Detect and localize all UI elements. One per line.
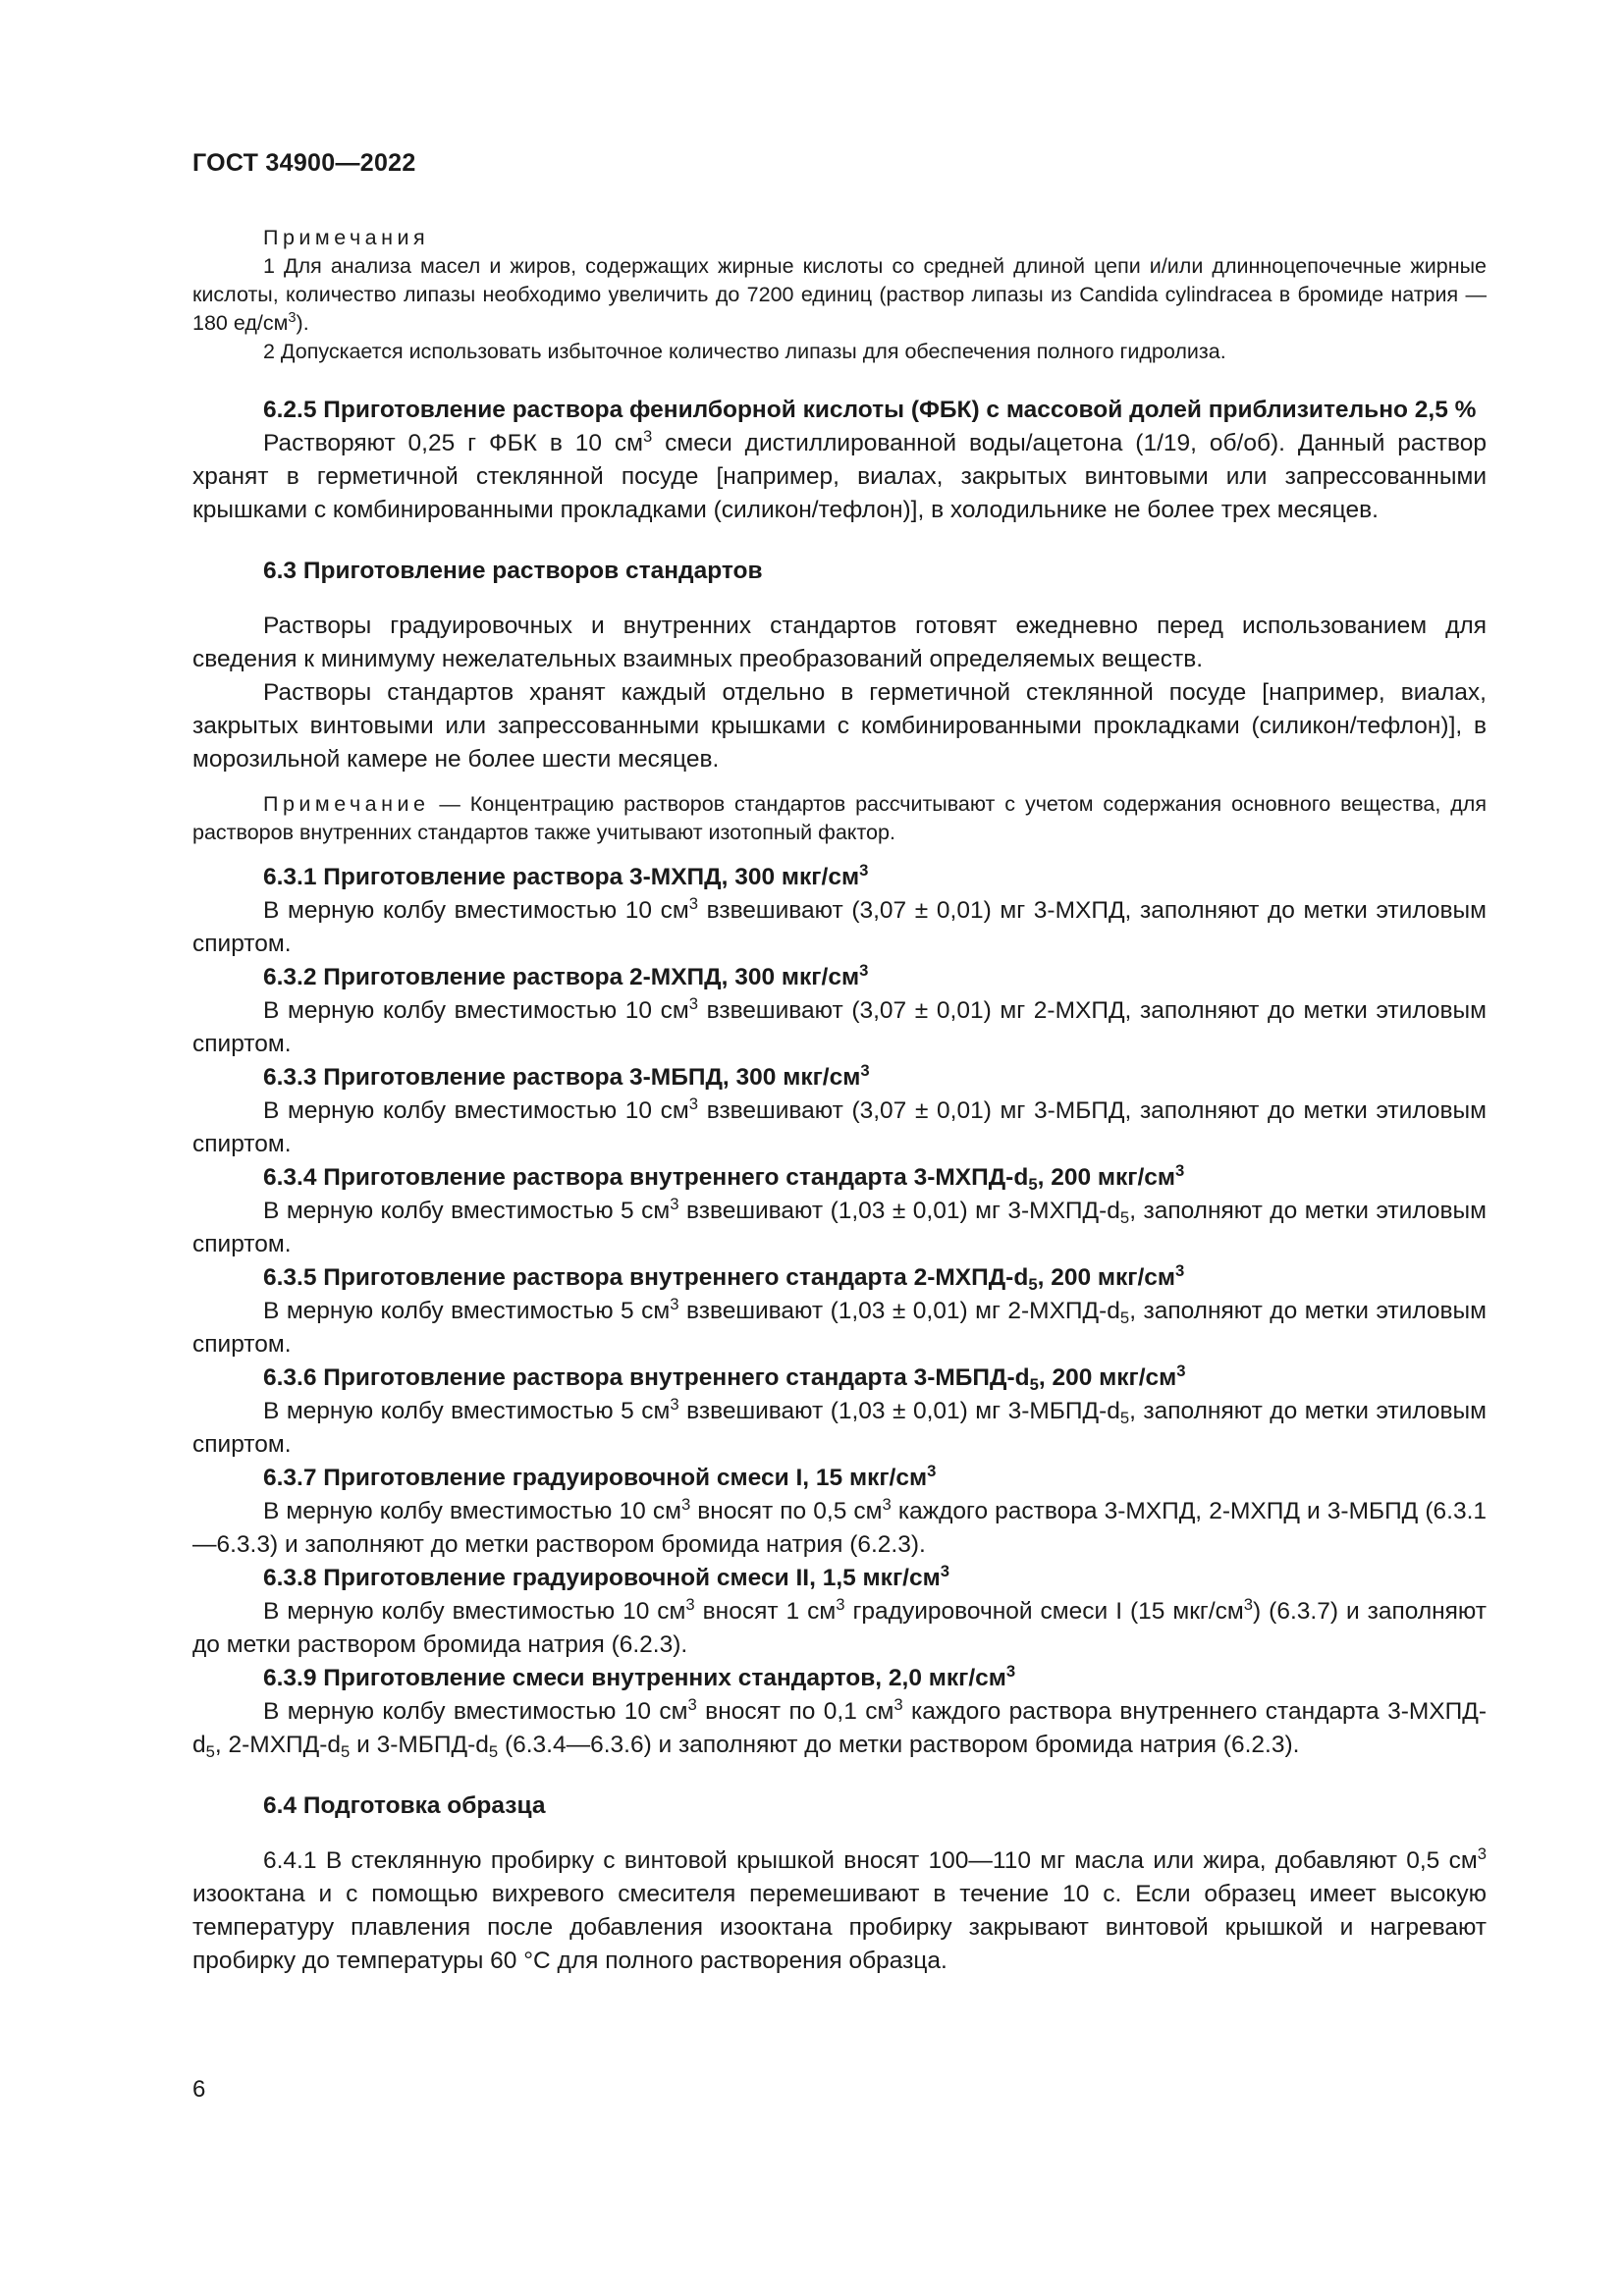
section-6-3-1-text: В мерную колбу вместимостью 10 $см^3$ взвешивают (3,07 ± 0,01) мг 3-МХПД, заполняют до метки этиловым спиртом. — [192, 893, 1487, 957]
section-6-3-paragraph-1: Растворы градуировочных и внутренних стандартов готовят ежедневно перед использованием для сведения к минимуму нежелательных взаимных преобразований определяемых веществ. — [192, 613, 1487, 672]
section-6-3-9-text: В мерную колбу вместимостью 10 $см^3$ вносят по 0,1 $см^3$ каждого раствора внутреннего стандарта $3-МХПД-d_5$, $2-МХПД-d_5$ и $3-МБПД-d_5$ (6.3.4—6.3.6) и заполняют до метки раствором бромида натрия (6.2.3). — [192, 1694, 1487, 1761]
section-6-3-5-heading: 6.3.5 Приготовление раствора внутреннего стандарта $2-МХПД-d_5$, 200 мкг/$см^3$ — [263, 1260, 1185, 1294]
section-6-3-4-heading: 6.3.4 Приготовление раствора внутреннего стандарта $3-МХПД-d_5$, 200 мкг/$см^3$ — [263, 1160, 1185, 1194]
section-6-2-5-text: Растворяют 0,25 г ФБК в 10 $см^3$ смеси дистиллированной воды/ацетона (1/19, об/об). Данный раствор хранят в герметичной стеклянной посуде [например, виалах, закрытых винтовыми или запрессованными крышками с комбинированными прокладками (силикон/тефлон)], в холодильнике не более трех месяцев. — [192, 426, 1488, 523]
section-6-3-3-heading: 6.3.3 Приготовление раствора 3-МБПД, 300 мкг/$см^3$ — [263, 1060, 870, 1091]
section-6-3-6-heading: 6.3.6 Приготовление раствора внутреннего стандарта $3-МБПД-d_5$, 200 мкг/$см^3$ — [263, 1361, 1186, 1394]
note-2: 2 Допускается использовать избыточное количество липазы для обеспечения полного гидролиза. — [263, 340, 1226, 363]
section-6-3-3-text: В мерную колбу вместимостью 10 $см^3$ взвешивают (3,07 ± 0,01) мг 3-МБПД, заполняют до метки этиловым спиртом. — [192, 1094, 1488, 1157]
section-6-3-paragraph-2: Растворы стандартов хранят каждый отдельно в герметичной стеклянной посуде [например, виалах, закрытых винтовыми или запрессованными крышками с комбинированными прокладками (силикон/тефлон)], в морозильной камере не более шести месяцев. — [192, 679, 1487, 773]
section-6-2-5-heading: 6.2.5 Приготовление раствора фенилборной кислоты (ФБК) с массовой долей приблизительно 2,5 % — [263, 397, 1477, 423]
page-number: 6 — [192, 2076, 206, 2103]
section-6-3-4-text: В мерную колбу вместимостью 5 $см^3$ взвешивают (1,03 ± 0,01) мг $3-МХПД-d_5$, заполняют до метки этиловым спиртом. — [192, 1194, 1487, 1257]
document-code: ГОСТ 34900—2022 — [192, 149, 416, 177]
section-6-3-2-text: В мерную колбу вместимостью 10 $см^3$ взвешивают (3,07 ± 0,01) мг 2-МХПД, заполняют до метки этиловым спиртом. — [192, 993, 1487, 1057]
section-6-3-7-heading: 6.3.7 Приготовление градуировочной смеси I, 15 мкг/$см^3$ — [263, 1461, 937, 1491]
section-6-3-8-text: В мерную колбу вместимостью 10 $см^3$ вносят 1 $см^3$ градуировочной смеси I (15 мкг/$см^3$) (6.3.7) и заполняют до метки раствором бромида натрия (6.2.3). — [192, 1594, 1487, 1658]
notes-label: Примечания — [263, 226, 430, 249]
section-6-3-9-heading: 6.3.9 Приготовление смеси внутренних стандартов, 2,0 мкг/$см^3$ — [263, 1661, 1016, 1691]
section-6-3-2-heading: 6.3.2 Приготовление раствора 2-МХПД, 300 мкг/$см^3$ — [263, 960, 869, 990]
section-6-3-1-heading: 6.3.1 Приготовление раствора 3-МХПД, 300 мкг/$см^3$ — [263, 860, 869, 890]
section-6-3-8-heading: 6.3.8 Приготовление градуировочной смеси II, 1,5 мкг/$см^3$ — [263, 1561, 949, 1591]
section-6-3-6-text: В мерную колбу вместимостью 5 $см^3$ взвешивают (1,03 ± 0,01) мг $3-МБПД-d_5$, заполняют до метки этиловым спиртом. — [192, 1394, 1487, 1458]
section-6-4-1-text: 6.4.1 В стеклянную пробирку с винтовой крышкой вносят 100—110 мг масла или жира, добавляют 0,5 $см^3$ изооктана и с помощью вихревого смесителя перемешивают в течение 10 с. Если образец имеет высокую температуру плавления после добавления изооктана пробирку закрывают винтовой крышкой и нагревают пробирку до температуры 60 °С для полного растворения образца. — [192, 1843, 1487, 1974]
section-6-4-heading: 6.4 Подготовка образца — [263, 1792, 546, 1819]
page-content — [192, 224, 1487, 1978]
section-6-3-note: Примечание — Концентрацию растворов стандартов рассчитывают с учетом содержания основного вещества, для растворов внутренних стандартов также учитывают изотопный фактор. — [192, 792, 1487, 844]
section-6-3-heading: 6.3 Приготовление растворов стандартов — [263, 558, 763, 584]
note-1: 1 Для анализа масел и жиров, содержащих жирные кислоты со средней длиной цепи и/или длинноцепочечные жирные кислоты, количество липазы необходимо увеличить до 7200 единиц (раствор липазы из Candida cylindracea в бромиде натрия — 180 $ед/см^3$). — [192, 254, 1487, 335]
section-6-3-5-text: В мерную колбу вместимостью 5 $см^3$ взвешивают (1,03 ± 0,01) мг $2-МХПД-d_5$, заполняют до метки этиловым спиртом. — [192, 1294, 1487, 1358]
section-6-3-7-text: В мерную колбу вместимостью 10 $см^3$ вносят по 0,5 $см^3$ каждого раствора 3-МХПД, 2-МХПД и 3-МБПД (6.3.1—6.3.3) и заполняют до метки раствором бромида натрия (6.2.3). — [192, 1494, 1488, 1558]
